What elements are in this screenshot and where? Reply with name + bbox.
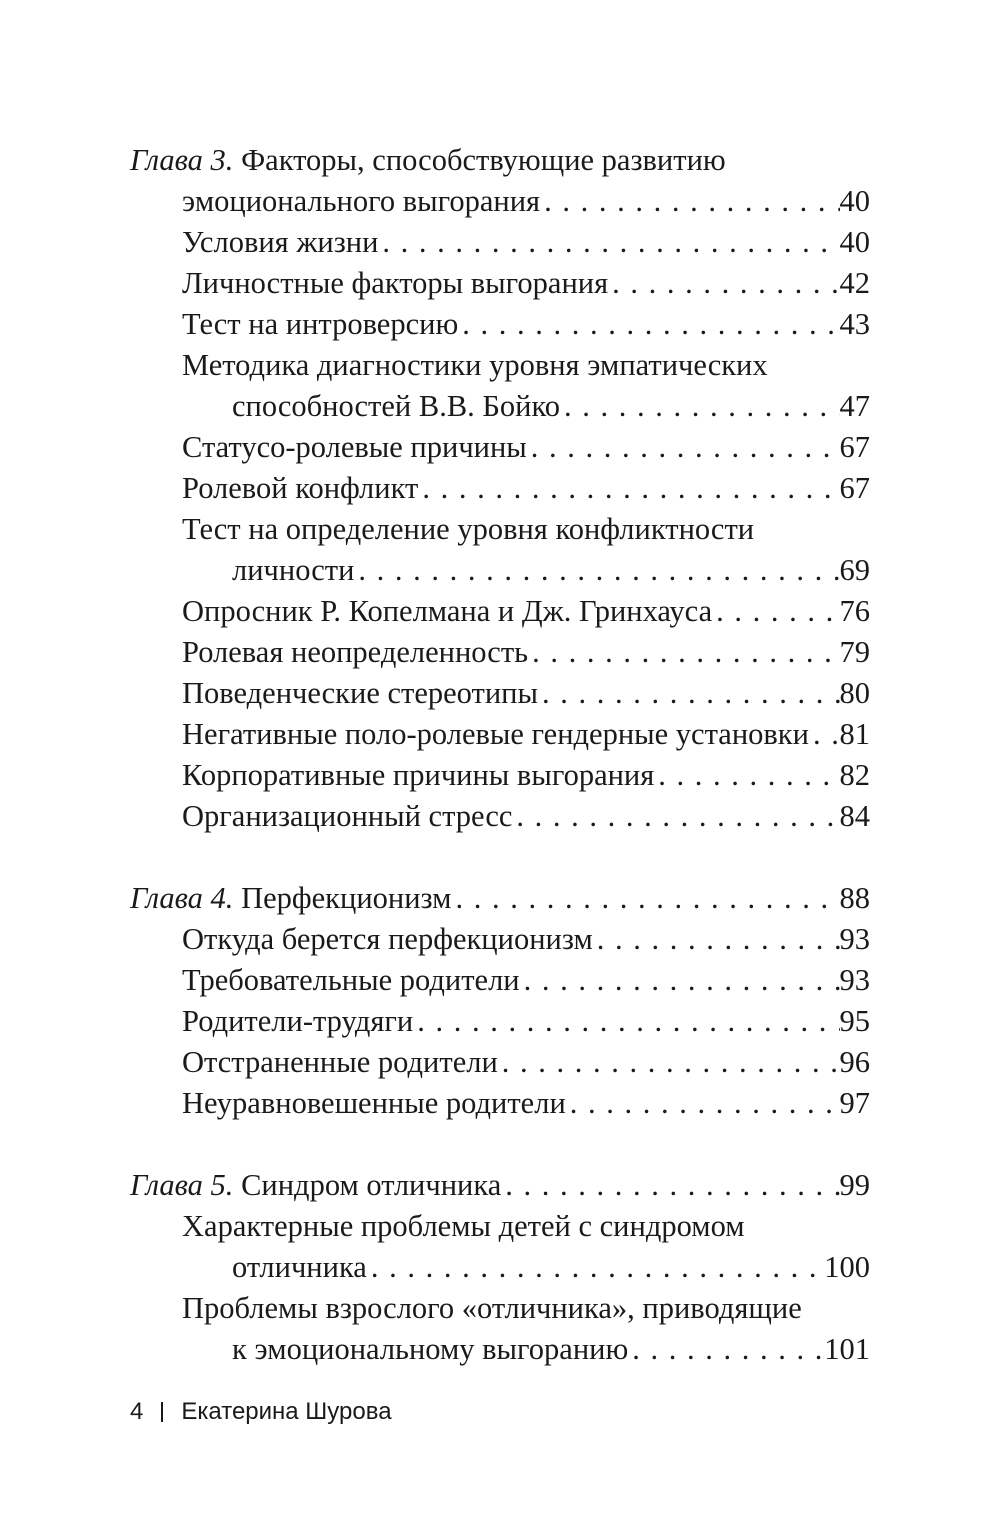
toc-page-number: 93 bbox=[839, 963, 870, 997]
toc-entry bbox=[130, 919, 870, 960]
toc-entry-label bbox=[182, 304, 458, 345]
dot-leader bbox=[512, 796, 839, 837]
dot-leader bbox=[528, 632, 839, 673]
toc-entry bbox=[130, 345, 870, 386]
toc-entry-label bbox=[232, 1247, 367, 1288]
toc-entry-label bbox=[182, 591, 712, 632]
dot-leader bbox=[566, 1083, 840, 1124]
toc-entry-title: Методика диагностики уровня эмпатических bbox=[182, 348, 768, 382]
toc-entry-title: Негативные поло-ролевые гендерные установки bbox=[182, 717, 809, 751]
chapter-prefix: Глава 4. bbox=[130, 881, 234, 915]
toc-entry-label bbox=[182, 755, 654, 796]
toc-page-number: 81 bbox=[839, 717, 870, 751]
toc-chapter-entry bbox=[130, 1165, 870, 1206]
dot-leader bbox=[540, 181, 839, 222]
toc-page-number: 80 bbox=[839, 676, 870, 710]
toc-entry-label bbox=[182, 1083, 566, 1124]
dot-leader bbox=[809, 714, 840, 755]
toc-entry-label bbox=[182, 960, 520, 1001]
dot-leader bbox=[451, 878, 839, 919]
toc-entry bbox=[130, 263, 870, 304]
dot-leader bbox=[527, 427, 840, 468]
toc-page-number: 84 bbox=[839, 799, 870, 833]
toc-entry-title: Статусо-ролевые причины bbox=[182, 430, 527, 464]
toc-entry bbox=[130, 1206, 870, 1247]
toc-entry-label bbox=[182, 1206, 745, 1247]
toc-entry bbox=[130, 960, 870, 1001]
toc-page-number: 93 bbox=[839, 922, 870, 956]
toc-entry-label bbox=[182, 181, 540, 222]
toc-entry-label bbox=[182, 263, 608, 304]
toc-entry-title: Откуда берется перфекционизм bbox=[182, 922, 593, 956]
toc-entry bbox=[130, 673, 870, 714]
toc-entry-label bbox=[130, 140, 726, 181]
toc-entry bbox=[130, 550, 870, 591]
toc-entry-label bbox=[182, 427, 527, 468]
toc-entry bbox=[130, 1288, 870, 1329]
toc-entry-title: Перфекционизм bbox=[233, 881, 452, 915]
dot-leader bbox=[654, 755, 839, 796]
toc-page-number: 47 bbox=[839, 389, 870, 423]
dot-leader bbox=[608, 263, 839, 304]
toc-entry bbox=[130, 632, 870, 673]
toc-entry bbox=[130, 509, 870, 550]
toc-entry-label bbox=[232, 386, 560, 427]
toc-entry-title: Факторы, способствующие развитию bbox=[233, 143, 726, 177]
dot-leader bbox=[712, 591, 839, 632]
toc-entry-label bbox=[182, 673, 538, 714]
toc-entry-title: Синдром отличника bbox=[233, 1168, 502, 1202]
toc-page-number: 95 bbox=[839, 1004, 870, 1038]
toc-page-number: 100 bbox=[824, 1250, 870, 1284]
toc-page-number: 101 bbox=[824, 1332, 870, 1366]
toc-chapter-entry bbox=[130, 140, 870, 181]
toc-page-number: 99 bbox=[839, 1168, 870, 1202]
toc-entry bbox=[130, 1329, 870, 1370]
toc-entry bbox=[130, 304, 870, 345]
toc-entry-title: Организационный стресс bbox=[182, 799, 513, 833]
toc-entry-label bbox=[232, 550, 354, 591]
toc-entry bbox=[130, 1083, 870, 1124]
toc-entry-title: Родители-трудяги bbox=[182, 1004, 414, 1038]
toc-entry-label bbox=[182, 509, 754, 550]
toc-entry bbox=[130, 468, 870, 509]
toc-entry-label bbox=[182, 796, 512, 837]
toc-entry-title: Условия жизни bbox=[182, 225, 379, 259]
dot-leader bbox=[458, 304, 839, 345]
chapter-prefix: Глава 3. bbox=[130, 143, 234, 177]
toc-entry bbox=[130, 1001, 870, 1042]
toc-entry bbox=[130, 181, 870, 222]
toc-page-number: 79 bbox=[839, 635, 870, 669]
toc-entry-title: к эмоциональному выгоранию bbox=[232, 1332, 629, 1366]
page-footer bbox=[130, 1398, 392, 1426]
toc-entry-title: Корпоративные причины выгорания bbox=[182, 758, 655, 792]
toc-section bbox=[130, 140, 870, 837]
dot-leader bbox=[628, 1329, 824, 1370]
toc-entry-label bbox=[182, 1001, 413, 1042]
toc-entry bbox=[130, 714, 870, 755]
toc-entry-label bbox=[232, 1329, 628, 1370]
table-of-contents bbox=[130, 140, 870, 1411]
toc-entry-label bbox=[130, 1165, 501, 1206]
toc-section bbox=[130, 1165, 870, 1370]
dot-leader bbox=[538, 673, 840, 714]
toc-entry-title: Личностные факторы выгорания bbox=[182, 266, 609, 300]
dot-leader bbox=[593, 919, 840, 960]
toc-page-number: 42 bbox=[839, 266, 870, 300]
toc-entry bbox=[130, 222, 870, 263]
toc-entry-label bbox=[182, 1288, 802, 1329]
toc-entry-label bbox=[182, 222, 378, 263]
dot-leader bbox=[501, 1165, 839, 1206]
dot-leader bbox=[413, 1001, 839, 1042]
toc-entry bbox=[130, 591, 870, 632]
toc-entry-title: Проблемы взрослого «отличника», приводящие bbox=[182, 1291, 802, 1325]
toc-entry-title: эмоционального выгорания bbox=[182, 184, 541, 218]
toc-entry-label bbox=[182, 1042, 498, 1083]
dot-leader bbox=[354, 550, 839, 591]
toc-page-number: 67 bbox=[839, 430, 870, 464]
toc-entry-title: Ролевой конфликт bbox=[182, 471, 419, 505]
toc-entry-title: Опросник Р. Копелмана и Дж. Гринхауса bbox=[182, 594, 713, 628]
toc-entry-title: отличника bbox=[232, 1250, 367, 1284]
toc-entry-label bbox=[182, 468, 418, 509]
toc-entry bbox=[130, 796, 870, 837]
toc-page-number: 96 bbox=[839, 1045, 870, 1079]
dot-leader bbox=[418, 468, 839, 509]
toc-page-number: 43 bbox=[839, 307, 870, 341]
chapter-prefix: Глава 5. bbox=[130, 1168, 234, 1202]
toc-page-number: 88 bbox=[839, 881, 870, 915]
footer-separator bbox=[161, 1402, 163, 1422]
dot-leader bbox=[498, 1042, 840, 1083]
toc-entry-title: Требовательные родители bbox=[182, 963, 520, 997]
toc-page-number: 97 bbox=[839, 1086, 870, 1120]
toc-entry-title: Тест на определение уровня конфликтности bbox=[182, 512, 755, 546]
toc-page-number: 82 bbox=[839, 758, 870, 792]
toc-entry-label bbox=[130, 878, 451, 919]
toc-entry-label bbox=[182, 919, 593, 960]
toc-page-number: 40 bbox=[839, 184, 870, 218]
toc-entry-title: Тест на интроверсию bbox=[182, 307, 459, 341]
toc-entry-label bbox=[182, 714, 809, 755]
toc-entry-title: Поведенческие стереотипы bbox=[182, 676, 538, 710]
toc-page-number: 40 bbox=[839, 225, 870, 259]
toc-page-number: 69 bbox=[839, 553, 870, 587]
toc-entry bbox=[130, 755, 870, 796]
toc-entry-title: Неуравновешенные родители bbox=[182, 1086, 566, 1120]
dot-leader bbox=[378, 222, 839, 263]
toc-entry-title: личности bbox=[232, 553, 355, 587]
toc-page-number: 67 bbox=[839, 471, 870, 505]
toc-entry-title: способностей В.В. Бойко bbox=[232, 389, 561, 423]
toc-entry-title: Характерные проблемы детей с синдромом bbox=[182, 1209, 745, 1243]
toc-entry bbox=[130, 1042, 870, 1083]
toc-entry bbox=[130, 386, 870, 427]
toc-entry bbox=[130, 1247, 870, 1288]
toc-entry-title: Отстраненные родители bbox=[182, 1045, 498, 1079]
page-number: 4 bbox=[130, 1398, 144, 1425]
toc-section bbox=[130, 878, 870, 1124]
toc-entry bbox=[130, 427, 870, 468]
toc-entry-title: Ролевая неопределенность bbox=[182, 635, 529, 669]
toc-entry-label bbox=[182, 345, 768, 386]
toc-page-number: 76 bbox=[839, 594, 870, 628]
dot-leader bbox=[367, 1247, 824, 1288]
toc-chapter-entry bbox=[130, 878, 870, 919]
dot-leader bbox=[520, 960, 840, 1001]
toc-entry-label bbox=[182, 632, 528, 673]
author-name: Екатерина Шурова bbox=[181, 1398, 392, 1425]
dot-leader bbox=[560, 386, 839, 427]
